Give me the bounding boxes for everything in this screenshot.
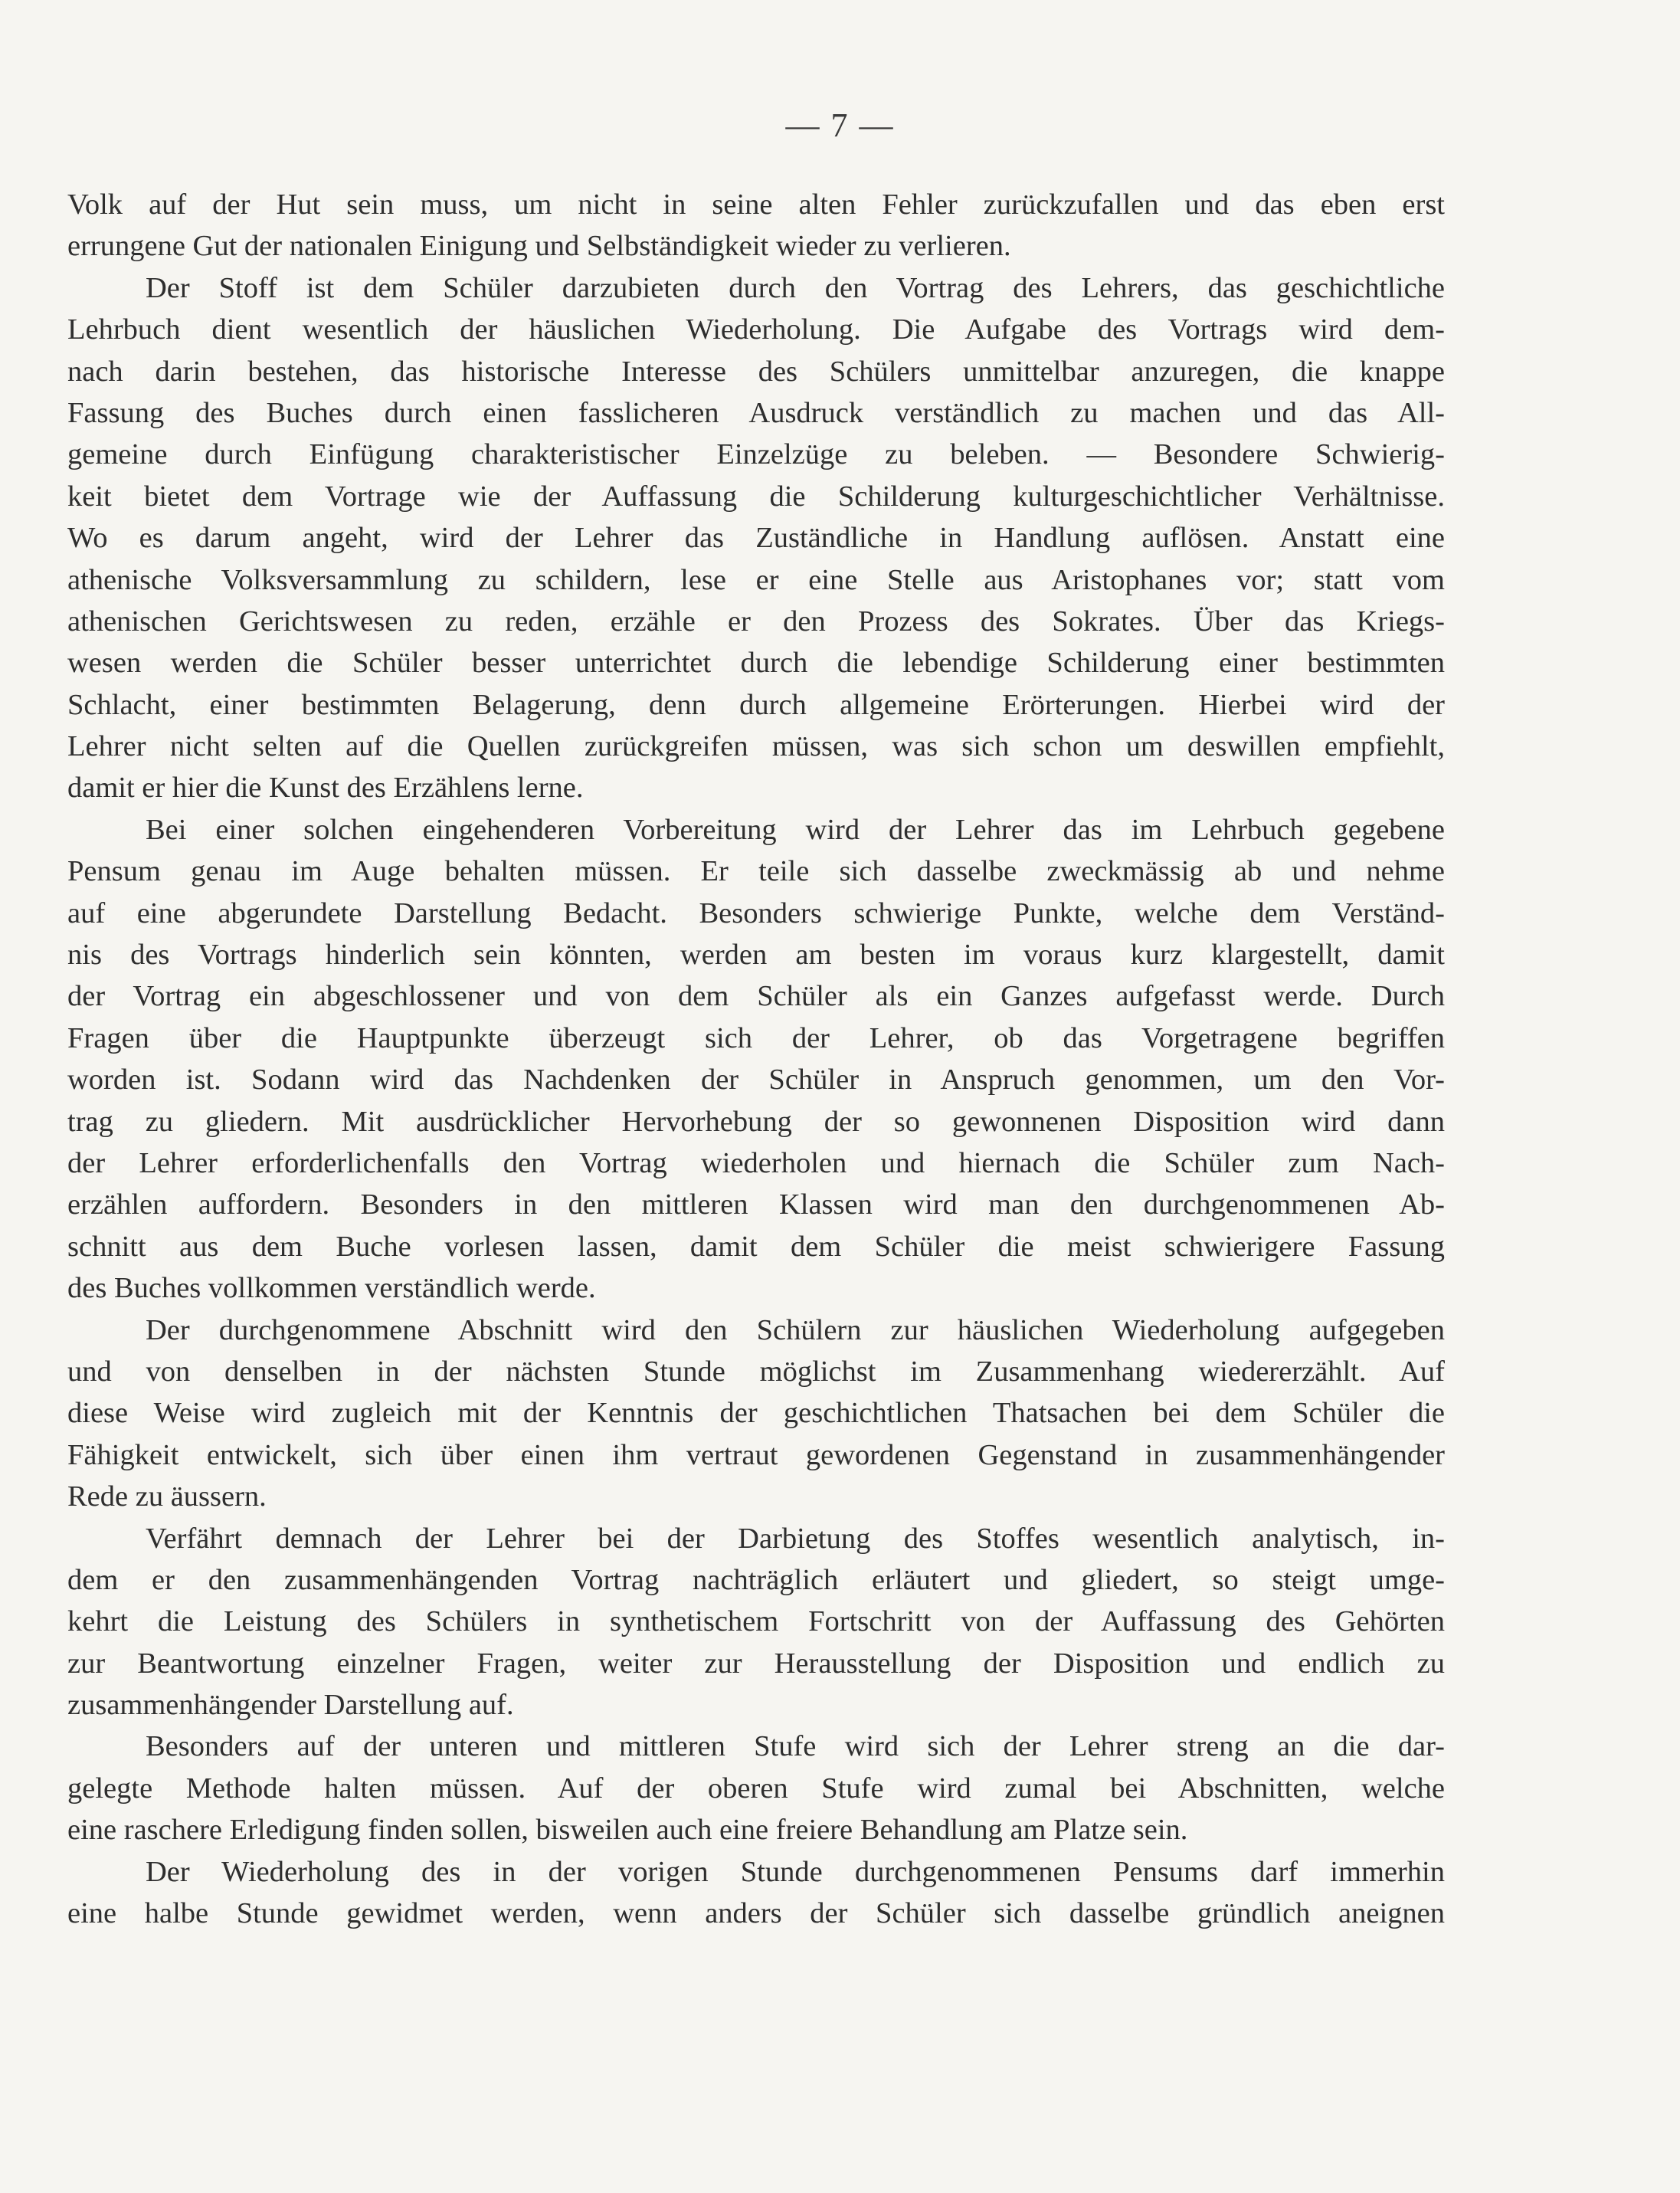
text-line: nis des Vortrags hinderlich sein könnten, werden am besten im voraus kurz klargestellt, damit: [67, 939, 1445, 972]
text-line: Schlacht, einer bestimmten Belagerung, denn durch allgemeine Erörterungen. Hierbei wird der: [67, 688, 1445, 721]
text-line: Fähigkeit entwickelt, sich über einen ihm vertraut gewordenen Gegenstand in zusammenhängender: [67, 1438, 1445, 1471]
text-line: gemeine durch Einfügung charakteristischer Einzelzüge zu beleben. — Besondere Schwierig-: [67, 438, 1445, 471]
text-line: Wo es darum angeht, wird der Lehrer das Zuständliche in Handlung auflösen. Anstatt eine: [67, 522, 1445, 555]
text-line: Lehrbuch dient wesentlich der häuslichen Wiederholung. Die Aufgabe des Vortrags wird dem-: [67, 313, 1445, 346]
text-line: kehrt die Leistung des Schülers in synthetischem Fortschritt von der Auffassung des Gehörten: [67, 1605, 1445, 1638]
text-line: Der Wiederholung des in der vorigen Stunde durchgenommenen Pensums darf immerhin: [146, 1855, 1445, 1888]
text-line: worden ist. Sodann wird das Nachdenken der Schüler in Anspruch genommen, um den Vor-: [67, 1064, 1445, 1096]
text-line: des Buches vollkommen verständlich werde.: [67, 1272, 596, 1305]
text-line: wesen werden die Schüler besser unterrichtet durch die lebendige Schilderung einer bestimmten: [67, 647, 1445, 680]
text-line: Verfährt demnach der Lehrer bei der Darbietung des Stoffes wesentlich analytisch, in-: [146, 1522, 1445, 1555]
text-line: zur Beantwortung einzelner Fragen, weiter zur Herausstellung der Disposition und endlich zu: [67, 1647, 1445, 1680]
text-line: Fassung des Buches durch einen fasslicheren Ausdruck verständlich zu machen und das All-: [67, 396, 1445, 429]
text-line: Fragen über die Hauptpunkte überzeugt sich der Lehrer, ob das Vorgetragene begriffen: [67, 1021, 1445, 1054]
text-line: Rede zu äussern.: [67, 1480, 267, 1513]
text-line: athenische Volksversammlung zu schildern, lese er eine Stelle aus Aristophanes vor; statt vom: [67, 563, 1445, 596]
text-line: trag zu gliedern. Mit ausdrücklicher Hervorhebung der so gewonnenen Disposition wird dann: [67, 1105, 1445, 1138]
page-number: — 7 —: [785, 107, 895, 144]
text-line: eine halbe Stunde gewidmet werden, wenn anders der Schüler sich dasselbe gründlich aneignen: [67, 1897, 1445, 1930]
text-line: diese Weise wird zugleich mit der Kenntnis der geschichtlichen Thatsachen bei dem Schüler die: [67, 1397, 1445, 1430]
text-line: dem er den zusammenhängenden Vortrag nachträglich erläutert und gliedert, so steigt umge-: [67, 1563, 1445, 1596]
body-text: [67, 184, 1445, 1934]
text-line: Der durchgenommene Abschnitt wird den Schülern zur häuslichen Wiederholung aufgegeben: [146, 1313, 1445, 1346]
text-line: auf eine abgerundete Darstellung Bedacht. Besonders schwierige Punkte, welche dem Verständ-: [67, 897, 1445, 929]
text-line: damit er hier die Kunst des Erzählens lerne.: [67, 772, 584, 805]
text-line: Lehrer nicht selten auf die Quellen zurückgreifen müssen, was sich schon um deswillen empfiehlt,: [67, 730, 1445, 763]
text-line: der Lehrer erforderlichenfalls den Vortrag wiederholen und hiernach die Schüler zum Nach-: [67, 1146, 1445, 1179]
text-line: Volk auf der Hut sein muss, um nicht in seine alten Fehler zurückzufallen und das eben erst: [67, 188, 1445, 221]
text-line: keit bietet dem Vortrage wie der Auffassung die Schilderung kulturgeschichtlicher Verhältnisse.: [67, 480, 1445, 513]
text-line: nach darin bestehen, das historische Interesse des Schülers unmittelbar anzuregen, die knappe: [67, 355, 1445, 388]
text-line: eine raschere Erledigung finden sollen, bisweilen auch eine freiere Behandlung am Platze sein.: [67, 1814, 1188, 1847]
text-line: erzählen auffordern. Besonders in den mittleren Klassen wird man den durchgenommenen Ab-: [67, 1188, 1445, 1221]
text-line: Pensum genau im Auge behalten müssen. Er teile sich dasselbe zweckmässig ab und nehme: [67, 855, 1445, 888]
text-line: schnitt aus dem Buche vorlesen lassen, damit dem Schüler die meist schwierigere Fassung: [67, 1230, 1445, 1263]
text-line: der Vortrag ein abgeschlossener und von dem Schüler als ein Ganzes aufgefasst werde. Durch: [67, 980, 1445, 1013]
text-line: Besonders auf der unteren und mittleren Stufe wird sich der Lehrer streng an die dar-: [146, 1730, 1445, 1763]
text-line: zusammenhängender Darstellung auf.: [67, 1689, 514, 1722]
text-line: athenischen Gerichtswesen zu reden, erzähle er den Prozess des Sokrates. Über das Kriegs-: [67, 605, 1445, 638]
text-line: und von denselben in der nächsten Stunde möglichst im Zusammenhang wiedererzählt. Auf: [67, 1355, 1445, 1388]
text-line: Bei einer solchen eingehenderen Vorbereitung wird der Lehrer das im Lehrbuch gegebene: [146, 813, 1445, 846]
text-line: gelegte Methode halten müssen. Auf der oberen Stufe wird zumal bei Abschnitten, welche: [67, 1772, 1445, 1805]
text-line: errungene Gut der nationalen Einigung und Selbständigkeit wieder zu verlieren.: [67, 230, 1011, 263]
text-line: Der Stoff ist dem Schüler darzubieten durch den Vortrag des Lehrers, das geschichtliche: [146, 271, 1445, 304]
